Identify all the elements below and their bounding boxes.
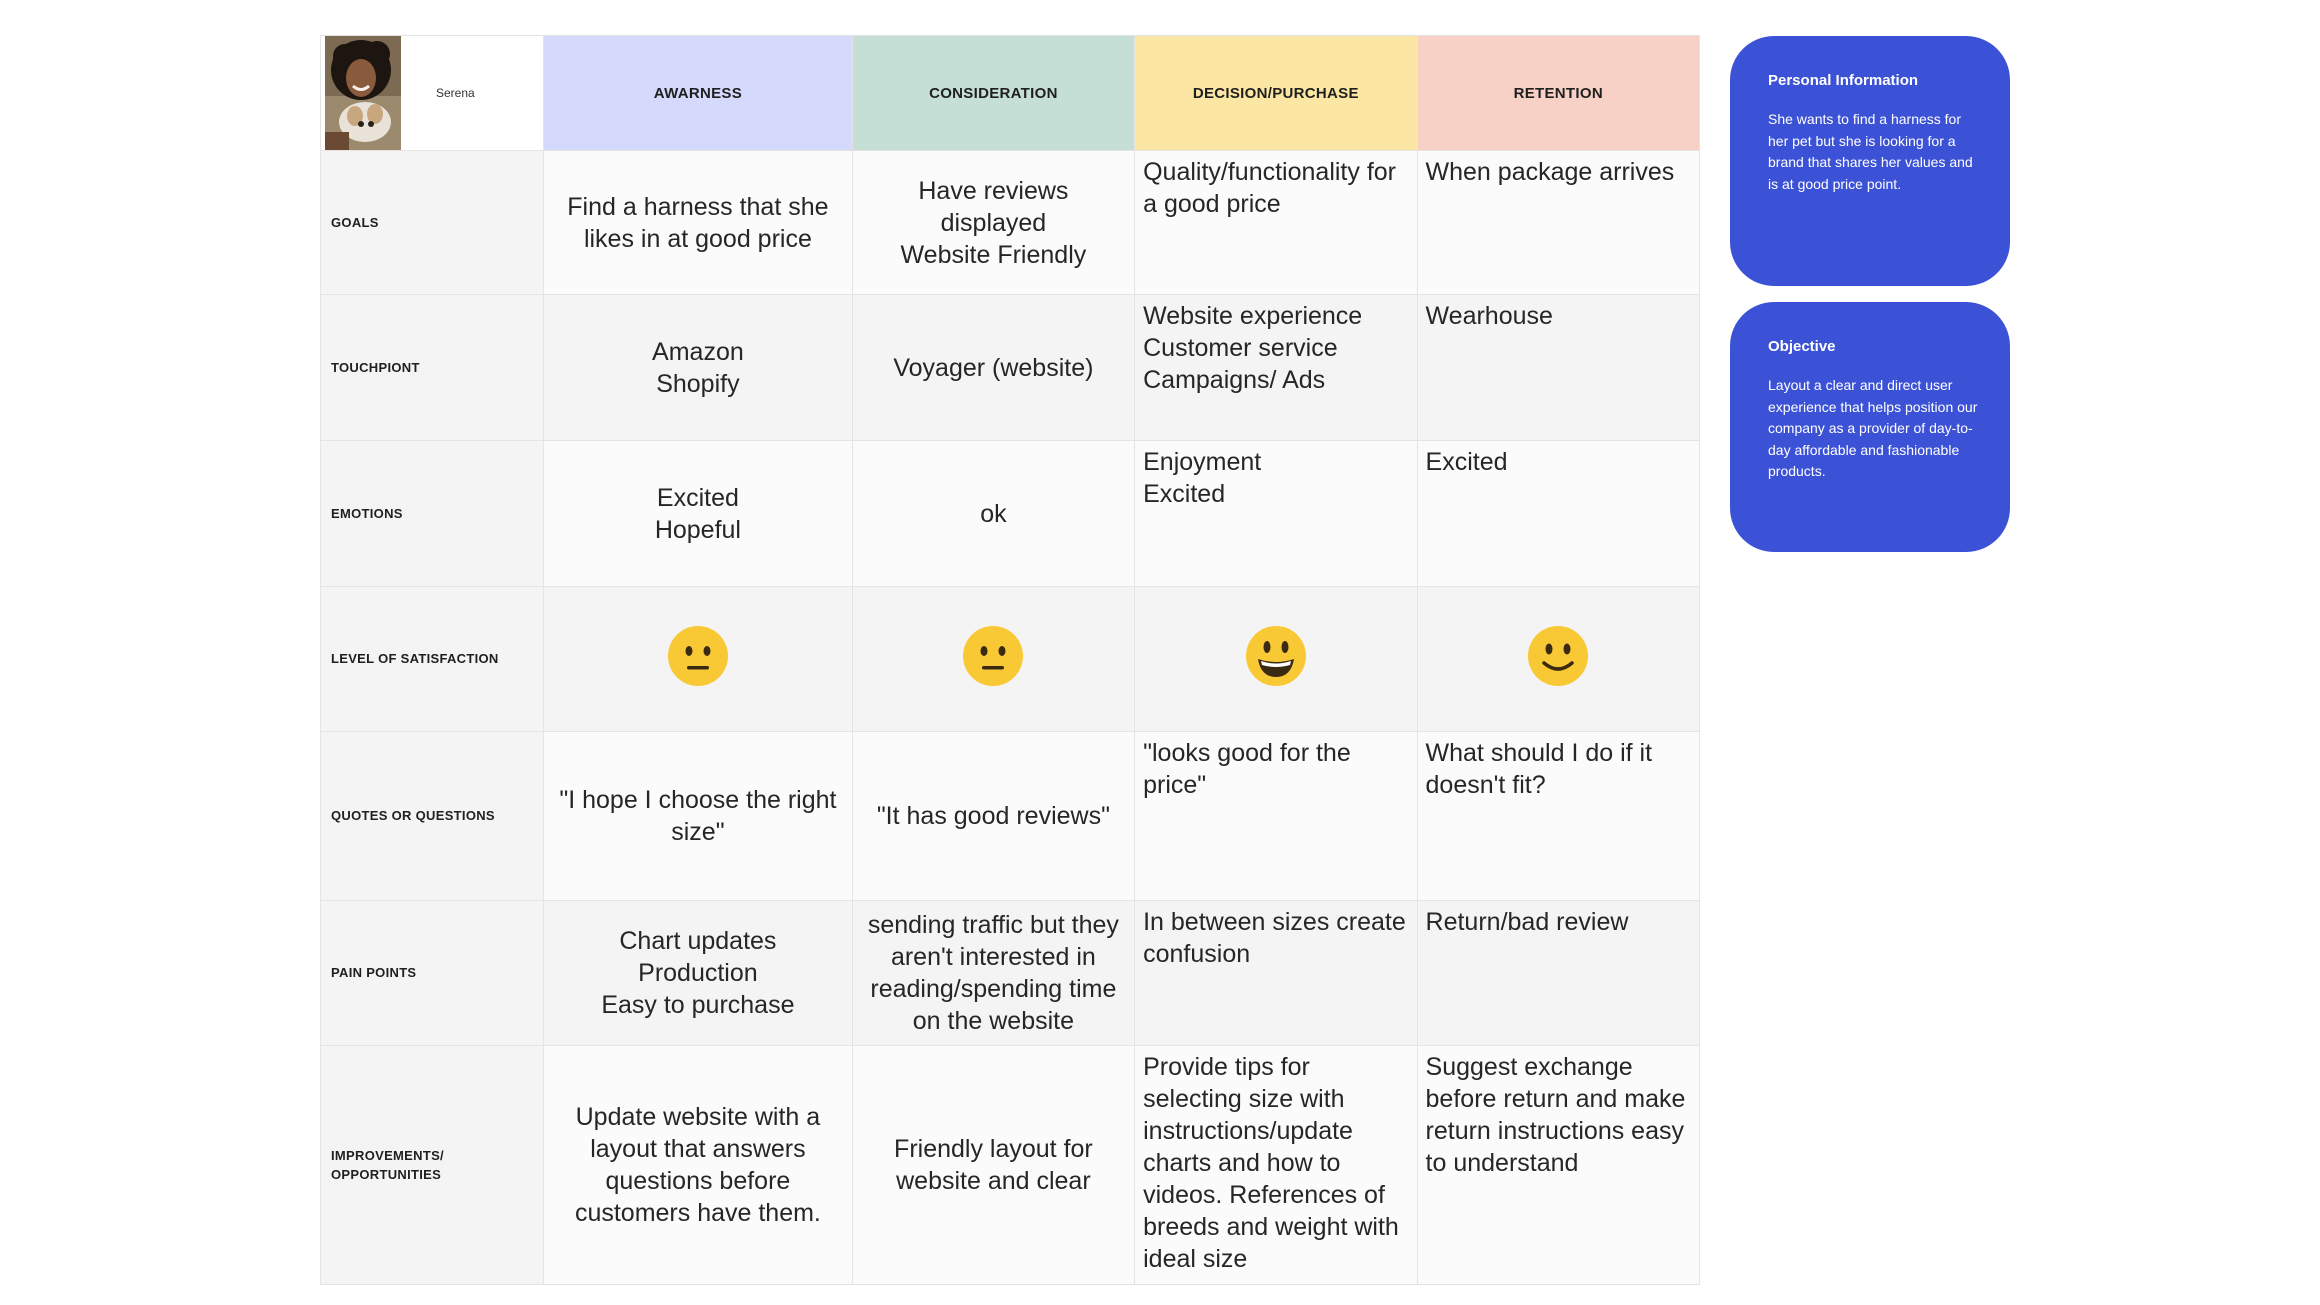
row-label-pain-points: PAIN POINTS (321, 900, 544, 1045)
satisfaction-decision (1135, 586, 1417, 731)
row-label-touchpoint: TOUCHPIONT (321, 294, 544, 440)
satisfaction-row (321, 586, 1700, 731)
touchpoint-awareness: Amazon Shopify (544, 294, 853, 440)
stage-header-awareness: AWARNESS (544, 36, 853, 151)
touchpoint-decision: Website experience Customer service Campaigns/ Ads (1135, 294, 1417, 440)
improvements-consideration: Friendly layout for website and clear (852, 1046, 1134, 1285)
neutral-face-icon (667, 625, 729, 687)
goals-retention: When package arrives (1417, 151, 1699, 294)
touchpoint-retention: Wearhouse (1417, 294, 1699, 440)
emotions-awareness: Excited Hopeful (544, 441, 853, 586)
emotions-row (321, 441, 1700, 586)
grinning-face-icon (1245, 625, 1307, 687)
goals-consideration: Have reviews displayed Website Friendly (852, 151, 1134, 294)
persona-cell (321, 36, 544, 151)
quotes-row (321, 732, 1700, 901)
quotes-awareness: "I hope I choose the right size" (544, 732, 853, 901)
stage-header-decision-purchase: DECISION/PURCHASE (1135, 36, 1417, 151)
row-label-emotions: EMOTIONS (321, 441, 544, 586)
stage-header-consideration: CONSIDERATION (852, 36, 1134, 151)
improvements-retention: Suggest exchange before return and make return instructions easy to understand (1417, 1046, 1699, 1285)
objective-title: Objective (1768, 338, 1836, 355)
quotes-consideration: "It has good reviews" (852, 732, 1134, 901)
personal-information-card (1730, 36, 2010, 286)
satisfaction-retention (1417, 586, 1699, 731)
row-label-satisfaction: LEVEL OF SATISFACTION (321, 586, 544, 731)
quotes-retention: What should I do if it doesn't fit? (1417, 732, 1699, 901)
pain-consideration: sending traffic but they aren't interested in reading/spending time on the website (852, 900, 1134, 1045)
pain-points-row (321, 900, 1700, 1045)
persona-photo (325, 36, 401, 150)
row-label-improvements: IMPROVEMENTS/ OPPORTUNITIES (321, 1046, 544, 1285)
pain-retention: Return/bad review (1417, 900, 1699, 1045)
row-label-quotes: QUOTES OR QUESTIONS (321, 732, 544, 901)
satisfaction-awareness (544, 586, 853, 731)
touchpoint-consideration: Voyager (website) (852, 294, 1134, 440)
quotes-decision: "looks good for the price" (1135, 732, 1417, 901)
goals-decision: Quality/functionality for a good price (1135, 151, 1417, 294)
emotions-consideration: ok (852, 441, 1134, 586)
emotions-decision: Enjoyment Excited (1135, 441, 1417, 586)
neutral-face-icon (962, 625, 1024, 687)
goals-awareness: Find a harness that she likes in at good price (544, 151, 853, 294)
emotions-retention: Excited (1417, 441, 1699, 586)
header-row (321, 36, 1700, 151)
customer-journey-map (320, 35, 1700, 1285)
improvements-awareness: Update website with a layout that answers questions before customers have them. (544, 1046, 853, 1285)
personal-information-title: Personal Information (1768, 72, 1919, 89)
improvements-row (321, 1046, 1700, 1285)
touchpoint-row (321, 294, 1700, 440)
improvements-decision: Provide tips for selecting size with instructions/update charts and how to videos. References of breeds and weight with ideal size (1135, 1046, 1417, 1285)
persona-name: Serena (436, 86, 475, 100)
smiling-face-icon (1527, 625, 1589, 687)
stage-header-retention: RETENTION (1417, 36, 1699, 151)
pain-awareness: Chart updates Production Easy to purchase (544, 900, 853, 1045)
objective-card (1730, 302, 2010, 552)
personal-information-body: She wants to find a harness for her pet but she is looking for a brand that shares her values and is at good price point. (1768, 111, 1973, 192)
goals-row (321, 151, 1700, 294)
satisfaction-consideration (852, 586, 1134, 731)
pain-decision: In between sizes create confusion (1135, 900, 1417, 1045)
row-label-goals: GOALS (321, 151, 544, 294)
objective-body: Layout a clear and direct user experience that helps position our company as a provider of day-to-day affordable and fashionable products. (1768, 377, 1978, 479)
